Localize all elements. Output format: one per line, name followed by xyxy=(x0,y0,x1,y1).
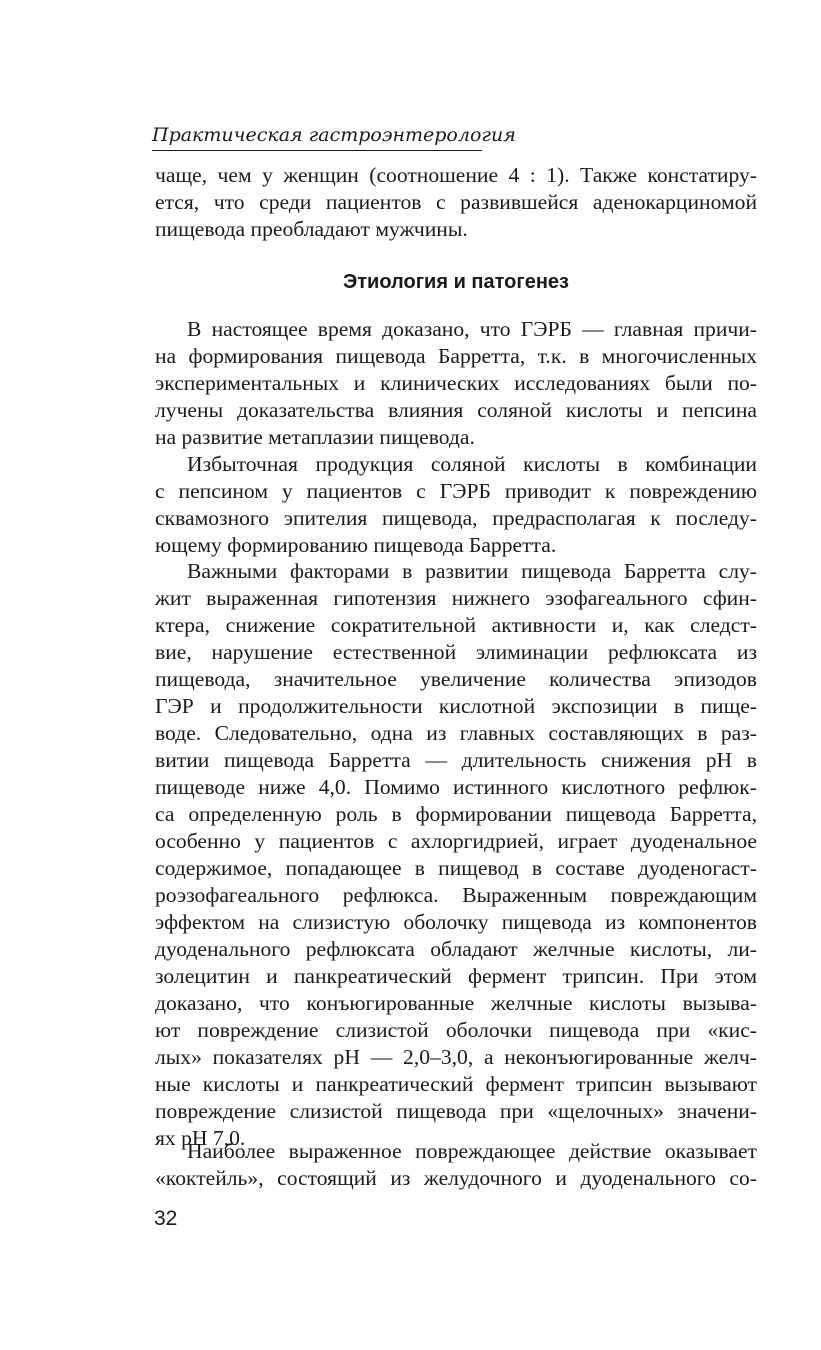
text-line: содержимое, попадающее в пищевод в составе дуоденогаст- xyxy=(155,856,757,880)
text-line: лучены доказательства влияния соляной кислоты и пепсина xyxy=(155,398,757,422)
text-line: Наиболее выраженное повреждающее действие оказывает xyxy=(187,1139,757,1163)
text-line: В настоящее время доказано, что ГЭРБ — главная причи- xyxy=(187,317,757,341)
text-line: повреждение слизистой пищевода при «щелочных» значени- xyxy=(155,1099,757,1123)
text-line: ют повреждение слизистой оболочки пищевода при «кис- xyxy=(155,1018,757,1042)
text-line: золецитин и панкреатический фермент трипсин. При этом xyxy=(155,964,757,988)
text-line: Важными факторами в развитии пищевода Барретта слу- xyxy=(187,559,757,583)
paragraph-3 xyxy=(155,558,757,1152)
page-number: 32 xyxy=(154,1207,178,1230)
text-line: ГЭР и продолжительности кислотной экспозиции в пище- xyxy=(155,694,757,718)
text-line: чаще, чем у женщин (соотношение 4 : 1). Также констатиру- xyxy=(155,163,757,187)
text-line: са определенную роль в формировании пищевода Барретта, xyxy=(155,802,757,826)
section-heading: Этиология и патогенез xyxy=(343,271,569,293)
paragraph-1 xyxy=(155,316,757,451)
paragraph-4 xyxy=(155,1138,757,1192)
text-line: воде. Следовательно, одна из главных составляющих в раз- xyxy=(155,721,757,745)
text-line: жит выраженная гипотензия нижнего эзофагеального сфин- xyxy=(155,586,757,610)
text-line: Избыточная продукция соляной кислоты в комбинации xyxy=(187,452,757,476)
text-line: вие, нарушение естественной элиминации рефлюксата из xyxy=(155,640,757,664)
text-line: ющему формированию пищевода Барретта. xyxy=(155,533,557,557)
text-line: особенно у пациентов с ахлоргидрией, играет дуоденальное xyxy=(155,829,757,853)
text-line: сквамозного эпителия пищевода, предрасполагая к последу- xyxy=(155,506,757,530)
paragraph-2 xyxy=(155,451,757,559)
text-line: ктера, снижение сократительной активности и, как следст- xyxy=(155,613,757,637)
text-line: витии пищевода Барретта — длительность снижения pH в xyxy=(155,748,757,772)
text-line: дуоденального рефлюксата обладают желчные кислоты, ли- xyxy=(155,937,757,961)
running-header: Практическая гастроэнтерология xyxy=(152,122,482,151)
text-line: на развитие метаплазии пищевода. xyxy=(155,425,475,449)
text-line: «коктейль», состоящий из желудочного и дуоденального со- xyxy=(155,1166,757,1190)
text-line: пищевода, значительное увеличение количества эпизодов xyxy=(155,667,757,691)
text-line: эффектом на слизистую оболочку пищевода из компонентов xyxy=(155,910,757,934)
text-line: роэзофагеального рефлюкса. Выраженным повреждающим xyxy=(155,883,757,907)
text-line: пищевода преобладают мужчины. xyxy=(155,217,468,241)
text-line: экспериментальных и клинических исследованиях были по- xyxy=(155,371,757,395)
text-line: лых» показателях pH — 2,0–3,0, а неконъюгированные желч- xyxy=(155,1045,757,1069)
text-line: пищеводе ниже 4,0. Помимо истинного кислотного рефлюк- xyxy=(155,775,757,799)
intro-paragraph xyxy=(155,162,757,243)
text-line: ные кислоты и панкреатический фермент трипсин вызывают xyxy=(155,1072,757,1096)
text-line: на формирования пищевода Барретта, т.к. в многочисленных xyxy=(155,344,757,368)
text-line: ях pH 7,0. xyxy=(155,1126,246,1150)
text-line: с пепсином у пациентов с ГЭРБ приводит к повреждению xyxy=(155,479,757,503)
text-line: ется, что среди пациентов с развившейся аденокарциномой xyxy=(155,190,757,214)
text-line: доказано, что конъюгированные желчные кислоты вызыва- xyxy=(155,991,757,1015)
